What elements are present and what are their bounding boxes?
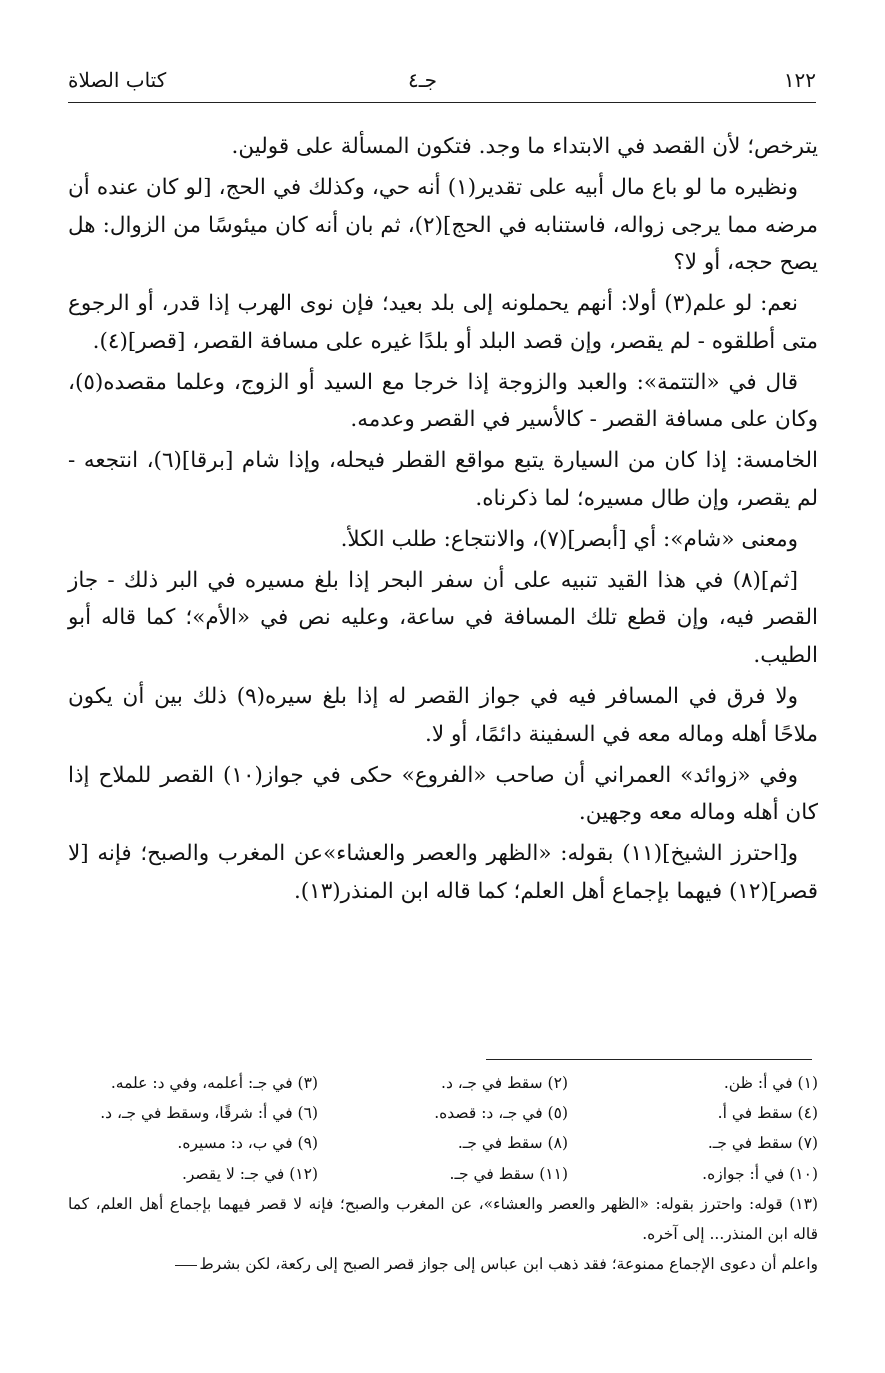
continuation-mark [175, 1265, 197, 1266]
paragraph: وفي «زوائد» العمراني أن صاحب «الفروع» حكى في جواز(١٠) القصر للملاح إذا كان أهله وماله معه وجهين. [68, 762, 818, 826]
volume-label: جـ٤ [408, 68, 437, 92]
header-divider [68, 102, 816, 103]
paragraph: ونظيره ما لو باع مال أبيه على تقدير(١) أنه حي، وكذلك في الحج، [لو كان عنده أن مرضه مما يرجى زواله، فاستنابه في الحج](٢)، ثم بان أنه كان ميئوسًا من الزوال: هل يصح حجه، أو لا؟ [68, 174, 818, 276]
footnote: (٣) في جـ: أعلمه، وفي د: علمه. [110, 1074, 318, 1092]
footnote-long: (١٣) قوله: واحترز بقوله: «الظهر والعصر والعشاء»، عن المغرب والصبح؛ فإنه لا قصر فيهما بإجماع أهل العلم، كما قاله ابن المنذر... إلى آخره. [68, 1194, 818, 1244]
footnote: (١١) سقط في جـ. [449, 1164, 568, 1183]
footnote: (٢) سقط في جـ، د. [441, 1074, 568, 1092]
footnote-row [68, 1159, 818, 1189]
footnote-continued-text: واعلم أن دعوى الإجماع ممنوعة؛ فقد ذهب ابن عباس إلى جواز قصر الصبح إلى ركعة، لكن بشرط [199, 1255, 818, 1274]
footnote-continued [68, 1249, 818, 1279]
footnote: (١٠) في أ: جوازه. [702, 1164, 818, 1183]
paragraph: ولا فرق في المسافر فيه في جواز القصر له إذا بلغ سيره(٩) ذلك بين أن يكون ملاحًا أهله وماله معه في السفينة دائمًا، أو لا. [68, 684, 818, 747]
footnote: (١) في أ: ظن. [723, 1074, 818, 1092]
paragraph: الخامسة: إذا كان من السيارة يتبع مواقع القطر فيحله، وإذا شام [برقا](٦)، انتجعه - لم يقصر، وإن طال مسيره؛ لما ذكرناه. [68, 448, 818, 511]
main-text [68, 128, 818, 914]
paragraph: و[احترز الشيخ](١١) بقوله: «الظهر والعصر والعشاء»عن المغرب والصبح؛ فإنه [لا قصر](١٢) فيهما بإجماع أهل العلم؛ كما قاله ابن المنذر(١٣). [68, 841, 818, 904]
footnote: (١٢) في جـ: لا يقصر. [181, 1164, 318, 1183]
footnote-row [68, 1128, 818, 1158]
paragraph: نعم: لو علم(٣) أولا: أنهم يحملونه إلى بلد بعيد؛ فإن نوى الهرب إذا قدر، أو الرجوع متى أطلقوه - لم يقصر، وإن قصد البلد أو بلدًا غيره على مسافة القصر، [قصر](٤). [68, 291, 818, 354]
page-number: ١٢٢ [783, 68, 816, 92]
book-title: كتاب الصلاة [68, 68, 167, 92]
footnote: (٤) سقط في أ. [717, 1104, 818, 1123]
footnote: (٩) في ب، د: مسيره. [177, 1134, 318, 1153]
footnote: (٧) سقط في جـ. [707, 1134, 818, 1153]
footnote-row [68, 1098, 818, 1128]
paragraph: ومعنى «شام»: أي [أبصر](٧)، والانتجاع: طلب الكلأ. [340, 526, 798, 552]
footnote-divider [486, 1059, 812, 1060]
paragraph: يترخص؛ لأن القصد في الابتداء ما وجد. فتكون المسألة على قولين. [231, 134, 818, 159]
paragraph: [ثم](٨) في هذا القيد تنبيه على أن سفر البحر إذا بلغ مسيره في البر ذلك - جاز القصر فيه، وإن قطع تلك المسافة في ساعة، وعليه نص في «الأم»؛ كما قاله أبو الطيب. [68, 567, 818, 669]
footnote: (٦) في أ: شرقًا، وسقط في جـ، د. [100, 1104, 318, 1123]
footnote-row [68, 1068, 818, 1098]
footnotes [68, 1068, 818, 1279]
footnote: (٨) سقط في جـ. [457, 1134, 568, 1153]
footnote: (٥) في جـ، د: قصده. [434, 1104, 568, 1123]
page-header [68, 62, 816, 98]
paragraph: قال في «التتمة»: والعبد والزوجة إذا خرجا مع السيد أو الزوج، وعلما مقصده(٥)، وكان على مسافة القصر - كالأسير في القصر وعدمه. [68, 369, 818, 433]
